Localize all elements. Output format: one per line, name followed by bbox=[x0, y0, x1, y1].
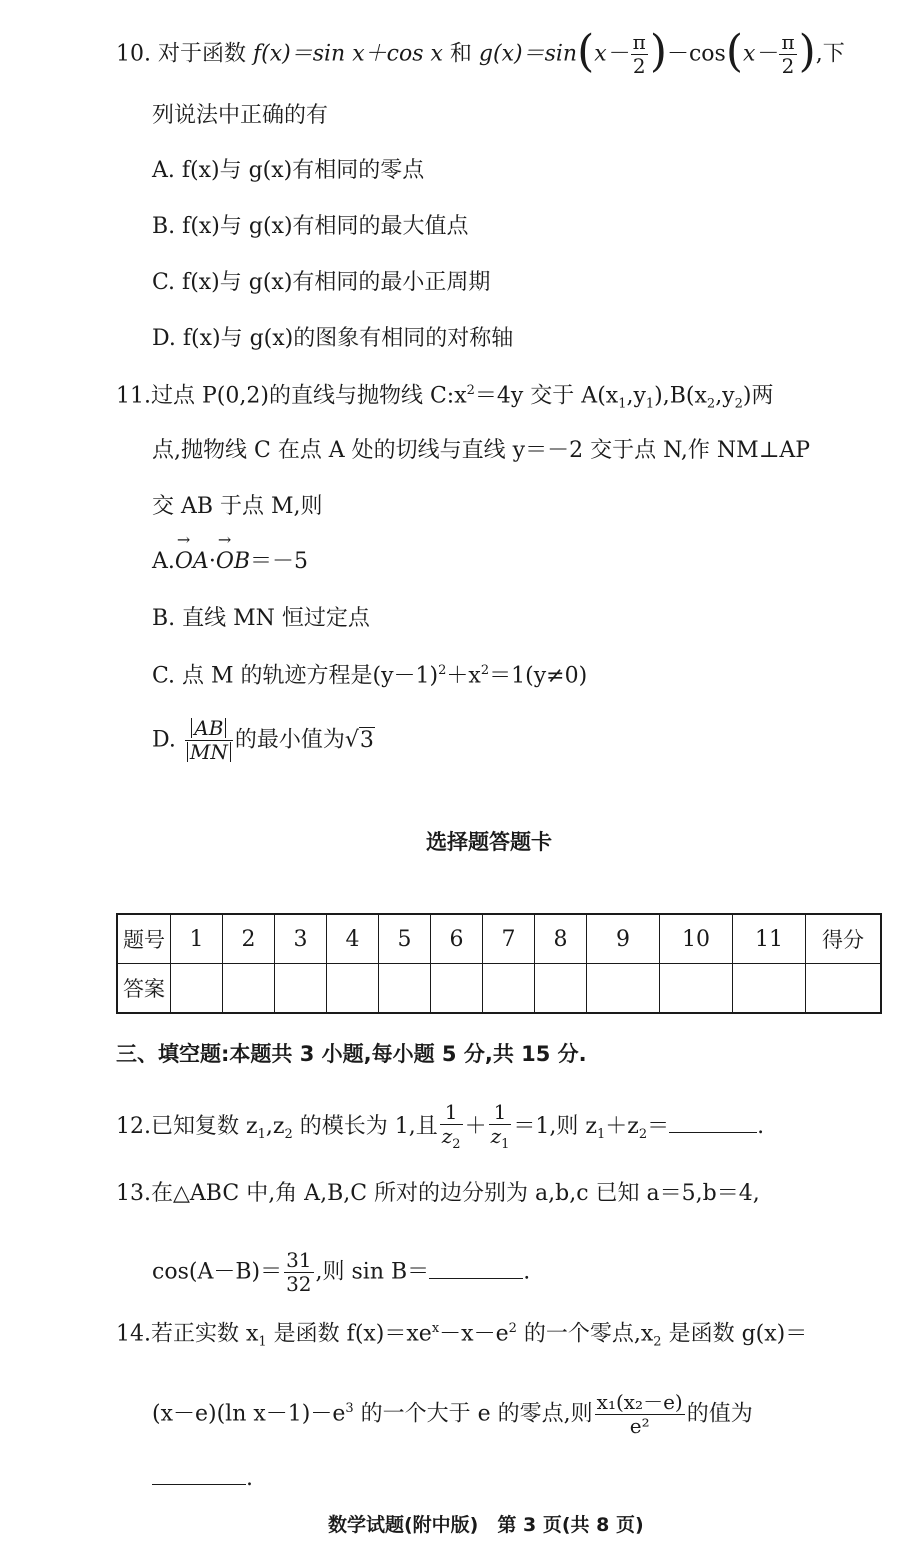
x1-x2-e-over-e2-fraction: $\frac{\text{x₁(x₂－e)}}{\text{e²}}$ bbox=[596, 1390, 683, 1438]
question-number-cell: 1 bbox=[171, 914, 223, 964]
q13-line2: cos(A－B)＝ $\frac{31}{32}$ ,则 sin B＝ . bbox=[152, 1248, 531, 1296]
vector-oa: → OA bbox=[175, 551, 209, 573]
q13-line1: 13.在△ABC 中,角 A,B,C 所对的边分别为 a,b,c 已知 a＝5,b＝4, bbox=[116, 1181, 760, 1206]
question-number-cell: 4 bbox=[327, 914, 379, 964]
answer-cell[interactable] bbox=[379, 964, 431, 1014]
question-number-cell: 9 bbox=[587, 914, 660, 964]
answer-card-number-row: 题号 1 2 3 4 5 6 7 8 9 10 11 得分 bbox=[117, 914, 881, 964]
sqrt-3: 3 bbox=[359, 727, 374, 753]
q14-line2: (x－e)(ln $x-1)-e^3$ 的一个大于 e 的零点,则 $\frac{\text{x₁(x₂－e)}}{\text{e²}}$ 的值为 bbox=[152, 1390, 753, 1438]
one-over-z2: $\frac{1}{z_2}$ bbox=[441, 1100, 461, 1152]
f-definition: f(x)＝sin x＋cos x bbox=[253, 41, 443, 67]
question-number-cell: 2 bbox=[223, 914, 275, 964]
answer-blank[interactable] bbox=[152, 1484, 246, 1485]
question-number: 14. bbox=[116, 1321, 151, 1347]
answer-cell[interactable] bbox=[223, 964, 275, 1014]
answer-cell[interactable] bbox=[327, 964, 379, 1014]
answer-cell[interactable] bbox=[660, 964, 733, 1014]
question-number: 10. bbox=[116, 41, 151, 67]
q11-option-a: A.→ OA·→ OB＝－5 bbox=[152, 551, 308, 573]
answer-card-table bbox=[116, 913, 882, 1014]
answer-cell[interactable] bbox=[733, 964, 806, 1014]
q10-option-b: B. f(x)与 g(x)有相同的最大值点 bbox=[152, 214, 469, 239]
question-number-cell: 11 bbox=[733, 914, 806, 964]
answer-cell[interactable] bbox=[587, 964, 660, 1014]
score-cell[interactable] bbox=[806, 964, 882, 1014]
question-number-cell: 7 bbox=[483, 914, 535, 964]
page-footer: 数学试题(附中版) 第 3 页(共 8 页) bbox=[328, 1514, 644, 1536]
question-number-cell: 5 bbox=[379, 914, 431, 964]
answer-blank[interactable] bbox=[429, 1278, 523, 1279]
q11-line2: 点,抛物线 C 在点 A 处的切线与直线 y＝－2 交于点 N,作 NM⊥AP bbox=[152, 438, 811, 463]
answer-cell[interactable] bbox=[171, 964, 223, 1014]
q14-blank-line: . bbox=[152, 1468, 253, 1490]
question-number-cell: 8 bbox=[535, 914, 587, 964]
question-number-cell: 6 bbox=[431, 914, 483, 964]
question-number: 11. bbox=[116, 383, 151, 409]
q11-option-b: B. 直线 MN 恒过定点 bbox=[152, 606, 370, 631]
answer-cell[interactable] bbox=[431, 964, 483, 1014]
question-number-cell: 3 bbox=[275, 914, 327, 964]
question-number: 12. bbox=[116, 1113, 151, 1139]
answer-cell[interactable] bbox=[275, 964, 327, 1014]
ab-over-mn-fraction: $\frac{AB}{MN}$ bbox=[185, 718, 233, 763]
q11-option-c: C. 点 M 的轨迹方程是$(y-1)^2+x^2=1(y\ne 0)$ bbox=[152, 663, 588, 689]
answer-cell[interactable] bbox=[535, 964, 587, 1014]
answer-cell[interactable] bbox=[483, 964, 535, 1014]
q11-option-d: D. $\frac{AB}{MN}$ 的最小值为√3 bbox=[152, 716, 374, 764]
q11-line3: 交 AB 于点 M,则 bbox=[152, 494, 323, 519]
q10-line2: 列说法中正确的有 bbox=[152, 103, 329, 128]
q10-option-d: D. f(x)与 g(x)的图象有相同的对称轴 bbox=[152, 326, 514, 351]
question-number-cell: 10 bbox=[660, 914, 733, 964]
q11-line1: 11.过点 P(0,2)的直线与抛物线 $C:x^2=4y$ 交于 $A(x_1,y_1),B(x_2,y_2)$两 bbox=[116, 383, 774, 412]
q10-option-a: A. f(x)与 g(x)有相同的零点 bbox=[152, 158, 425, 183]
vector-ob: → OB bbox=[216, 551, 250, 573]
answer-card-title: 选择题答题卡 bbox=[426, 830, 552, 854]
fraction-31-32: $\frac{31}{32}$ bbox=[286, 1248, 312, 1296]
section-3-heading: 三、填空题:本题共 3 小题,每小题 5 分,共 15 分. bbox=[116, 1042, 587, 1066]
pi-over-2: $\frac{\pi}{2}$ bbox=[781, 30, 795, 78]
pi-over-2: $\frac{\pi}{2}$ bbox=[632, 30, 646, 78]
q10-option-c: C. f(x)与 g(x)有相同的最小正周期 bbox=[152, 270, 491, 295]
answer-blank[interactable] bbox=[669, 1132, 757, 1133]
q10-line1: 10. 对于函数 f(x)＝sin x＋cos x 和 g(x)＝sin(x－ $\frac{\pi}{2}$ )－cos(x－ $\frac{\pi}{2}$ ),下 bbox=[116, 25, 845, 78]
q14-line1: 14.若正实数 $x_1$ 是函数 $f(x)=xe^x-x-e^2$ 的一个零点$,x_2$ 是函数 g(x)＝ bbox=[116, 1321, 808, 1350]
one-over-z1: $\frac{1}{z_1}$ bbox=[490, 1100, 510, 1152]
answer-card-answer-row: 答案 bbox=[117, 964, 881, 1014]
q12-line: 12.已知复数 $z_1,z_2$ 的模长为 1,且 $\frac{1}{z_2}$ ＋ $\frac{1}{z_1}$ ＝1,则 $z_1+z_2=$ . bbox=[116, 1100, 765, 1152]
